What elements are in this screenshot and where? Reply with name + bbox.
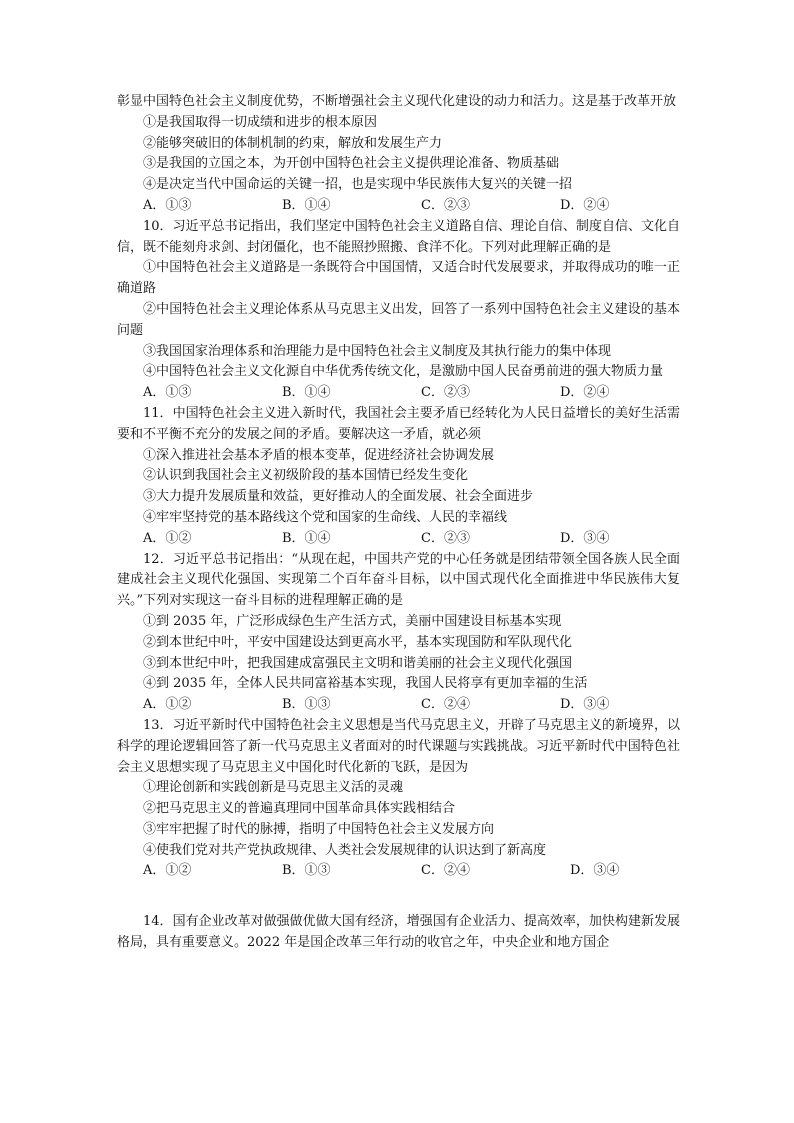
answer-choices (117, 529, 680, 550)
choice-c: C．②③ (421, 197, 470, 213)
option-4: ④牢牢坚持党的基本路线这个党和国家的生命线、人民的幸福线 (143, 509, 508, 525)
choice-a: A．①② (143, 530, 192, 546)
answer-choices (117, 861, 680, 882)
answer-choices (117, 383, 680, 404)
choice-d: D．②④ (560, 385, 610, 401)
question-stem: 12．习近平总书记指出：“从现在起，中国共产党的中心任务就是团结带领全国各族人民全面建成社会主义现代化强国、实现第二个百年奋斗目标，以中国式现代化全面推进中华民族伟大复兴。”下列对实现这一奋斗目标的进程理解正确的是 (117, 551, 680, 609)
option-1: ①是我国取得一切成绩和进步的根本原因 (143, 114, 378, 130)
question-stem: 10．习近平总书记指出，我们坚定中国特色社会主义道路自信、理论自信、制度自信、文化自信，既不能刻舟求剑、封闭僵化，也不能照抄照搬、食洋不化。下列对此理解正确的是 (117, 218, 680, 255)
option-3: ③我国国家治理体系和治理能力是中国特色社会主义制度及其执行能力的集中体现 (143, 343, 612, 359)
question-10 (117, 217, 680, 404)
answer-choices (117, 196, 680, 217)
question-9 (117, 92, 680, 217)
choice-a: A．①② (143, 863, 192, 879)
option-3: ③是我国的立国之本，为开创中国特色社会主义提供理论准备、物质基础 (143, 156, 560, 172)
choice-d: D．②④ (560, 197, 610, 213)
option-4: ④是决定当代中国命运的关键一招，也是实现中华民族伟大复兴的关键一招 (143, 177, 573, 193)
option-2: ②把马克思主义的普遍真理同中国革命具体实践相结合 (143, 801, 456, 817)
choice-a: A．①③ (143, 197, 192, 213)
question-11 (117, 404, 680, 550)
choice-d: D．③④ (560, 697, 610, 713)
option-3: ③大力提升发展质量和效益，更好推动人的全面发展、社会全面进步 (143, 489, 534, 505)
option-2: ②中国特色社会主义理论体系从马克思主义出发，回答了一系列中国特色社会主义建设的基本问题 (117, 301, 680, 338)
choice-c: C．②③ (421, 530, 470, 546)
choice-a: A．①③ (143, 385, 192, 401)
section-gap (117, 882, 680, 912)
choice-c: C．②④ (421, 863, 470, 879)
choice-b: B．①④ (282, 385, 331, 401)
question-14 (117, 912, 680, 954)
question-stem: 14．国有企业改革对做强做优做大国有经济，增强国有企业活力、提高效率，加快构建新发展格局，具有重要意义。2022 年是国企改革三年行动的收官之年，中央企业和地方国企 (117, 914, 680, 951)
question-stem: 彰显中国特色社会主义制度优势，不断增强社会主义现代化建设的动力和活力。这是基于改革开放 (117, 94, 677, 109)
choice-c: C．②④ (421, 697, 470, 713)
option-3: ③牢牢把握了时代的脉搏，指明了中国特色社会主义发展方向 (143, 821, 495, 837)
question-content (117, 92, 680, 954)
option-4: ④中国特色社会主义文化源自中华优秀传统文化，是激励中国人民奋勇前进的强大物质力量 (143, 364, 664, 380)
choice-d: D．③④ (570, 863, 620, 879)
choice-a: A．①② (143, 697, 192, 713)
choice-d: D．③④ (560, 530, 610, 546)
choice-c: C．②③ (421, 385, 470, 401)
question-stem: 13．习近平新时代中国特色社会主义思想是当代马克思主义，开辟了马克思主义的新境界，以科学的理论逻辑回答了新一代马克思主义者面对的时代课题与实践挑战。习近平新时代中国特色社会主义思想实现了马克思主义中国化时代化新的飞跃，是因为 (117, 717, 680, 775)
question-stem: 11．中国特色社会主义进入新时代，我国社会主要矛盾已经转化为人民日益增长的美好生活需要和不平衡不充分的发展之间的矛盾。要解决这一矛盾，就必须 (117, 405, 680, 442)
option-1: ①深入推进社会基本矛盾的根本变革，促进经济社会协调发展 (143, 447, 495, 463)
question-12 (117, 550, 680, 716)
option-3: ③到本世纪中叶，把我国建成富强民主文明和谐美丽的社会主义现代化强国 (143, 655, 573, 671)
answer-choices (117, 695, 680, 716)
question-13 (117, 716, 680, 882)
choice-b: B．①③ (282, 697, 331, 713)
option-4: ④使我们党对共产党执政规律、人类社会发展规律的认识达到了新高度 (143, 842, 547, 858)
option-1: ①中国特色社会主义道路是一条既符合中国国情，又适合时代发展要求，并取得成功的唯一正确道路 (117, 260, 680, 297)
option-2: ②能够突破旧的体制机制的约束，解放和发展生产力 (143, 135, 443, 151)
option-1: ①理论创新和实践创新是马克思主义活的灵魂 (143, 780, 404, 796)
option-1: ①到 2035 年，广泛形成绿色生产生活方式，美丽中国建设目标基本实现 (143, 613, 562, 629)
option-4: ④到 2035 年，全体人民共同富裕基本实现，我国人民将享有更加幸福的生活 (143, 676, 588, 692)
choice-b: B．①④ (282, 530, 331, 546)
choice-b: B．①③ (282, 863, 331, 879)
option-2: ②认识到我国社会主义初级阶段的基本国情已经发生变化 (143, 468, 469, 484)
choice-b: B．①④ (282, 197, 331, 213)
option-2: ②到本世纪中叶，平安中国建设达到更高水平，基本实现国防和军队现代化 (143, 634, 573, 650)
